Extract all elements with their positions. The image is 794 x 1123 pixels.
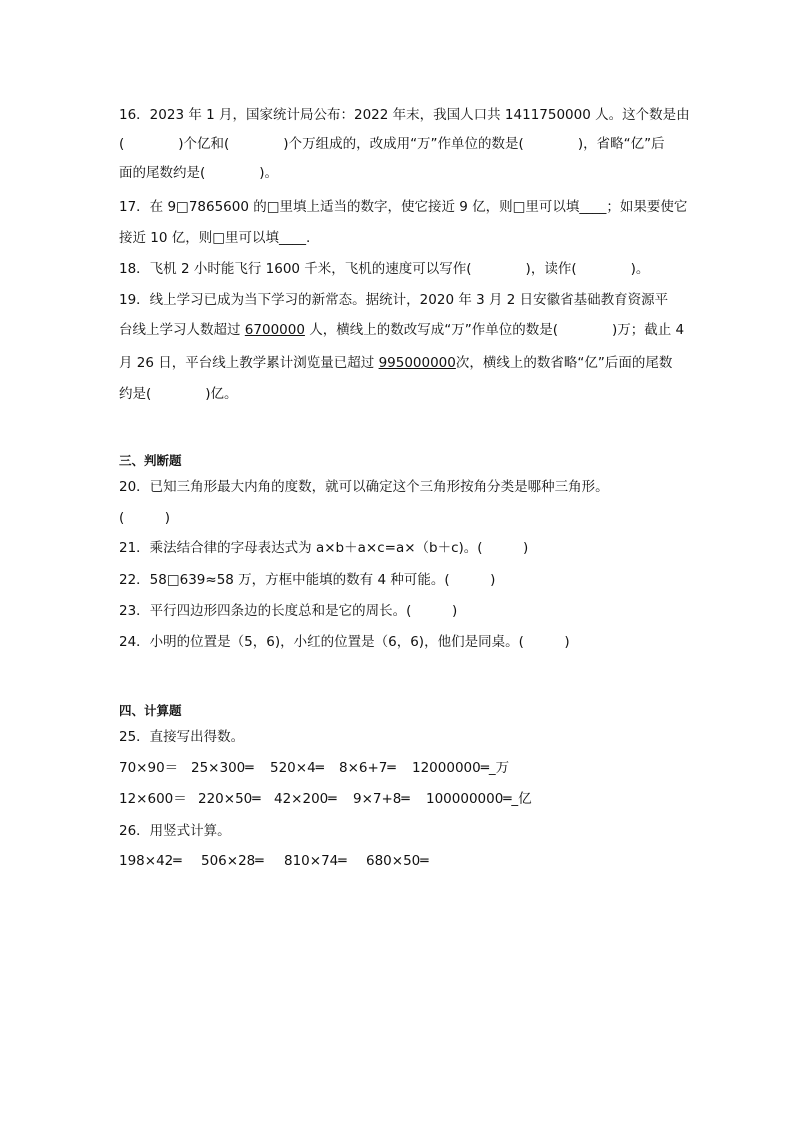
question-17-line-2: 接近 10 亿，则□里可以填____. (119, 230, 311, 246)
calc-item: 198×42═ (119, 853, 182, 869)
question-19-line-2-text-a: 台线上学习人数超过 (119, 322, 245, 338)
underlined-number-995000000: 995000000 (378, 355, 456, 371)
calc-item: 25×300═ (191, 760, 254, 776)
calc-item: 506×28═ (201, 853, 264, 869)
calc-item: 42×200═ (274, 791, 337, 807)
calc-item: 680×50═ (366, 853, 429, 869)
calc-item: 520×4═ (270, 760, 324, 776)
question-16-line-2: ( )个亿和( )个万组成的，改成用“万”作单位的数是( )，省略“亿”后 (119, 136, 665, 152)
section-3-heading: 三、判断题 (119, 453, 182, 468)
question-24: 24．小明的位置是（5，6)，小红的位置是（6，6)，他们是同桌。( ) (119, 634, 570, 650)
calc-item: 70×90＝ (119, 760, 179, 776)
question-19-line-3 (119, 354, 672, 372)
calc-item: 8×6+7═ (339, 760, 396, 776)
question-21: 21．乘法结合律的字母表达式为 a×b＋a×c=a×（b＋c)。( ) (119, 540, 529, 556)
question-19-line-3-text-b: 次，横线上的数省略“亿”后面的尾数 (455, 355, 673, 371)
question-20-answer-blank: ( ) (119, 510, 171, 526)
question-19-line-3-text-a: 月 26 日，平台线上教学累计浏览量已超过 (119, 355, 379, 371)
question-16-line-3: 面的尾数约是( )。 (119, 165, 279, 181)
question-19-line-2-text-b: 人，横线上的数改写成“万”作单位的数是( )万；截止 4 (304, 322, 685, 338)
calc-item: 100000000═_亿 (426, 791, 532, 807)
question-17-line-1: 17．在 9□7865600 的□里填上适当的数字，使它接近 9 亿，则□里可以填____；如果要使它 (119, 199, 688, 215)
underlined-number-6700000: 6700000 (244, 322, 305, 338)
section-4-heading: 四、计算题 (119, 703, 182, 718)
question-25: 25．直接写出得数。 (119, 729, 245, 745)
question-19-line-4: 约是( )亿。 (119, 386, 238, 402)
calc-item: 12000000═_万 (412, 760, 510, 776)
question-20: 20．已知三角形最大内角的度数，就可以确定这个三角形按角分类是哪种三角形。 (119, 479, 609, 495)
question-19-line-1: 19．线上学习已成为当下学习的新常态。据统计，2020 年 3 月 2 日安徽省基础教育资源平 (119, 292, 669, 308)
question-22: 22．58□639≈58 万，方框中能填的数有 4 种可能。( ) (119, 572, 496, 588)
question-18-line-1: 18．飞机 2 小时能飞行 1600 千米，飞机的速度可以写作( )，读作( )。 (119, 261, 650, 277)
question-16-line-1: 16．2023 年 1 月，国家统计局公布：2022 年末，我国人口共 1411750000 人。这个数是由 (119, 107, 690, 123)
calc-item: 220×50═ (198, 791, 261, 807)
question-23: 23．平行四边形四条边的长度总和是它的周长。( ) (119, 603, 458, 619)
calc-item: 810×74═ (284, 853, 347, 869)
question-19-line-2 (119, 321, 684, 339)
calc-item: 9×7+8═ (353, 791, 410, 807)
calc-item: 12×600＝ (119, 791, 187, 807)
question-26: 26．用竖式计算。 (119, 823, 231, 839)
